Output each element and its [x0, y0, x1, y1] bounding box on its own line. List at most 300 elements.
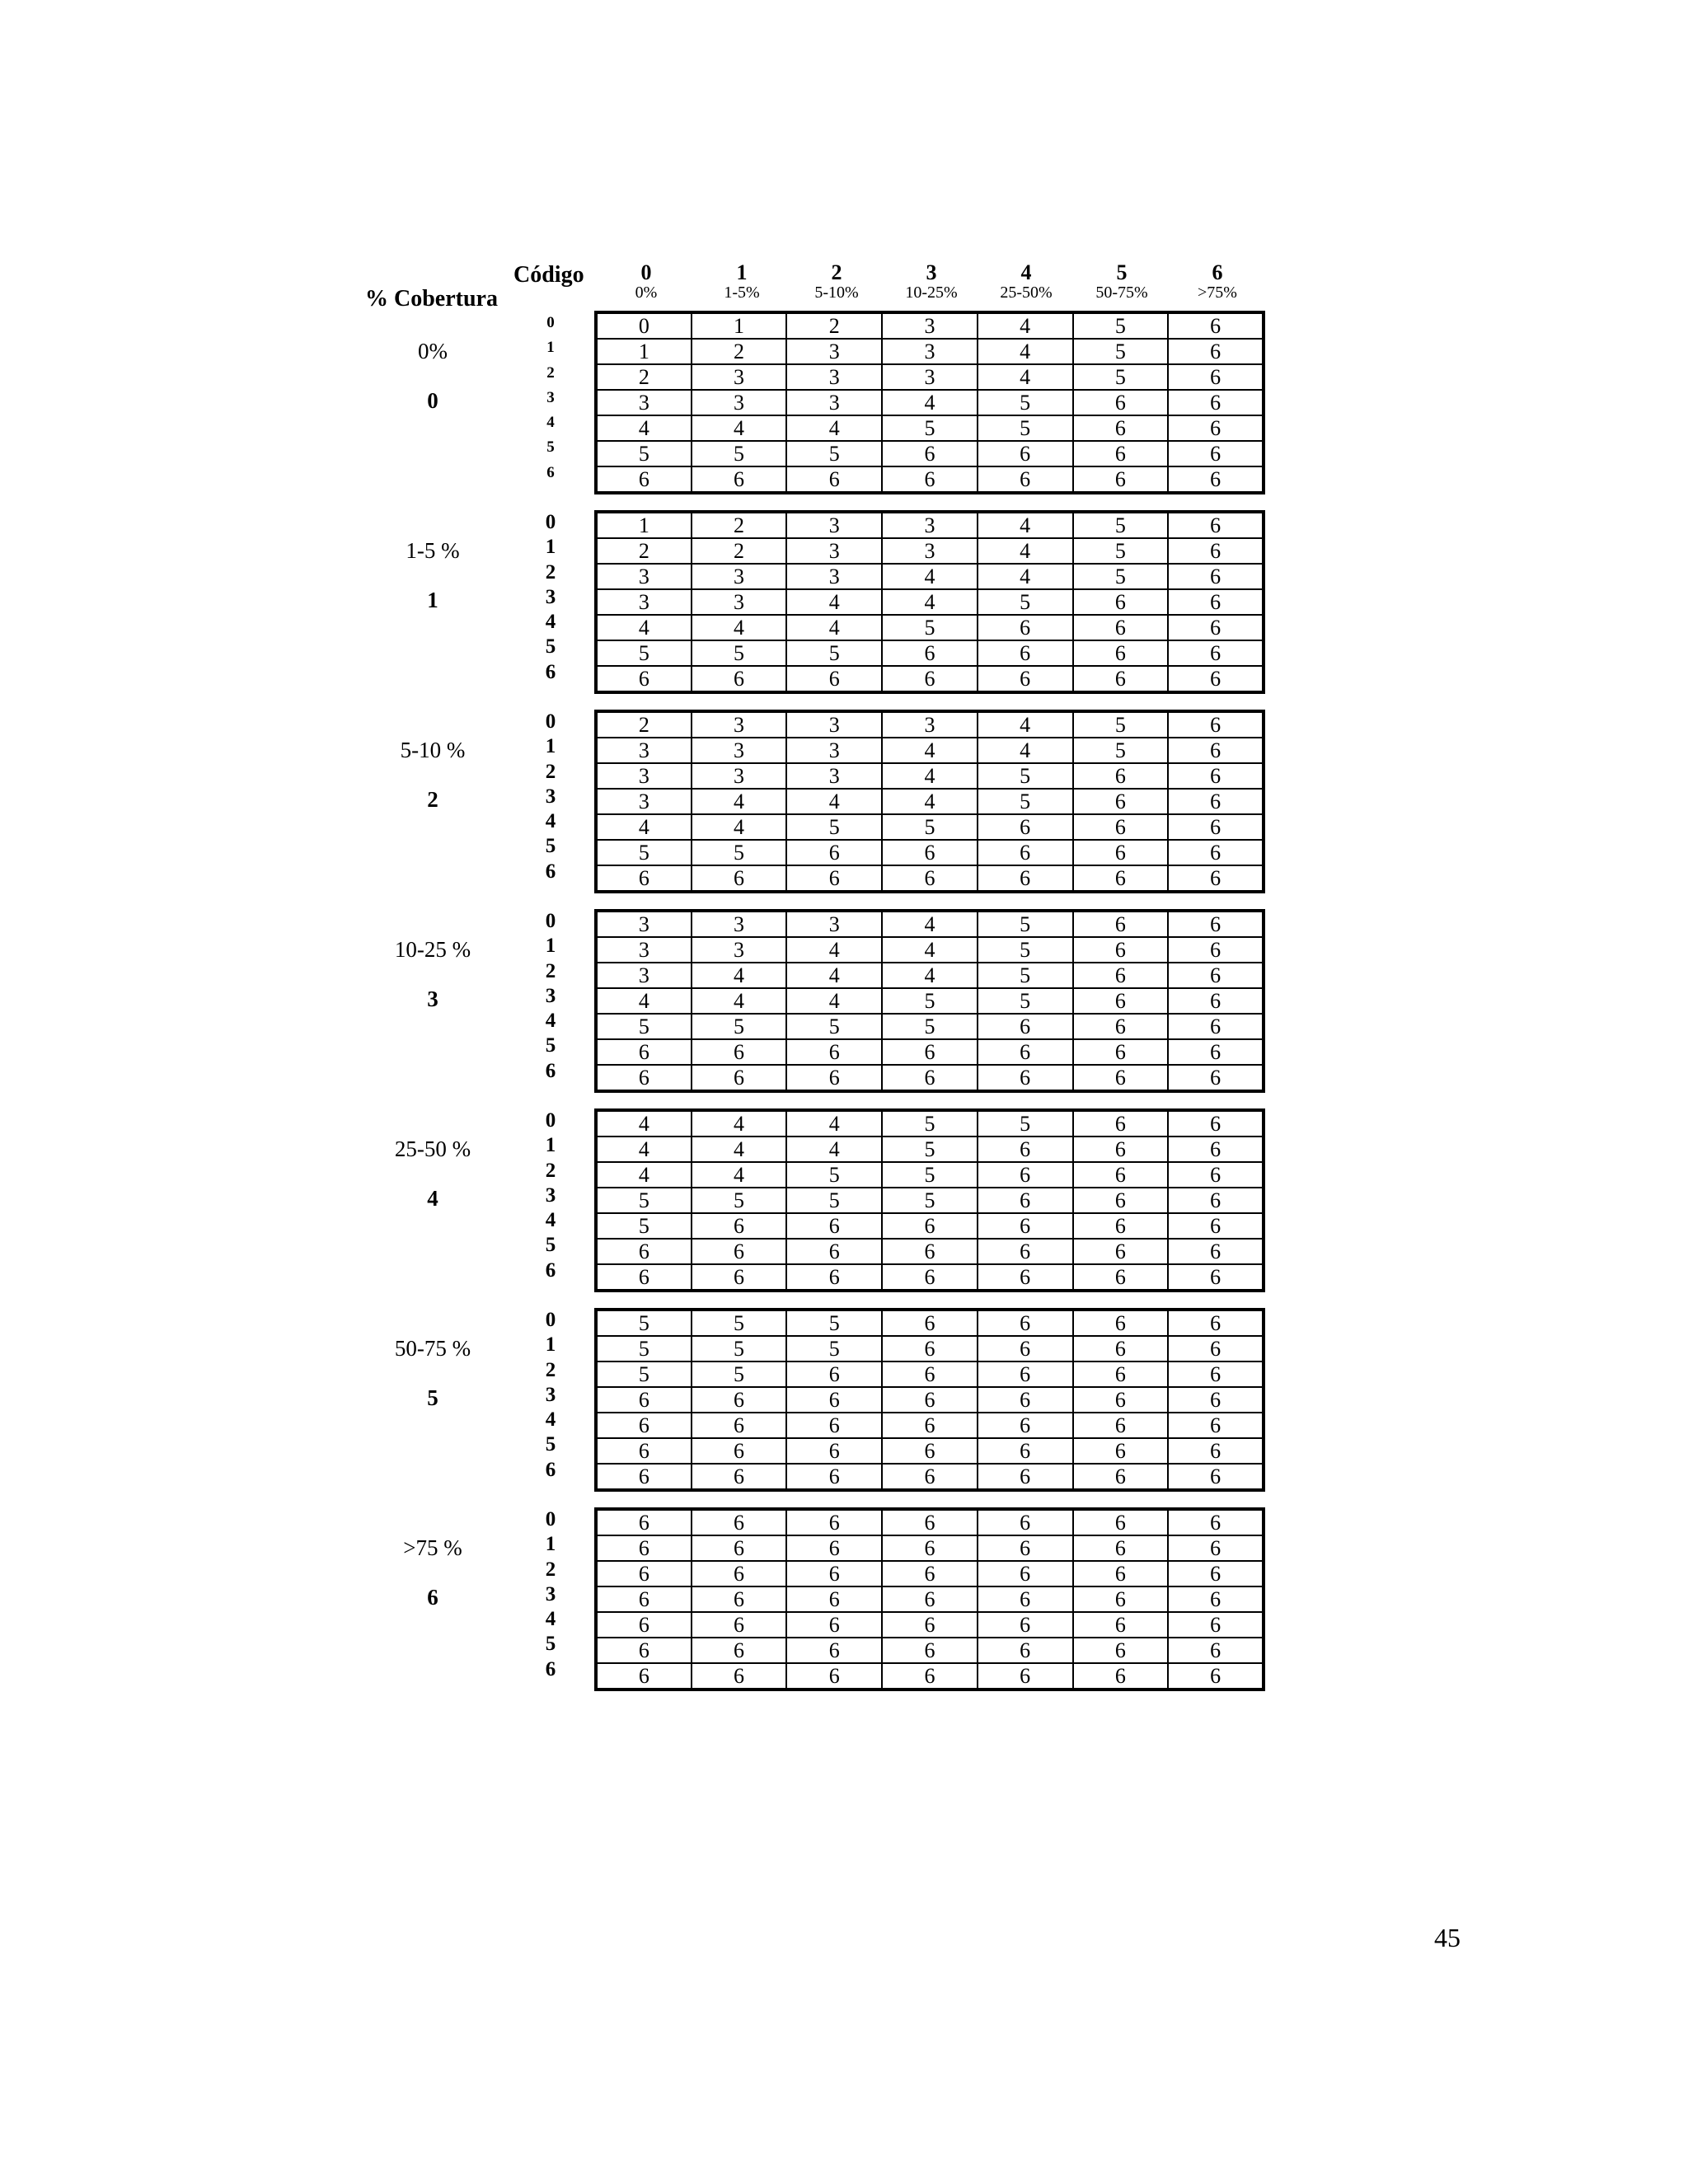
column-range: 25-50%	[1000, 284, 1053, 302]
column-range: 10-25%	[905, 284, 958, 302]
row-code: 3	[545, 785, 556, 808]
table-cell: 2	[692, 538, 787, 564]
table-cell: 6	[1073, 1162, 1169, 1188]
table-cell: 5	[786, 814, 882, 840]
table-cell: 6	[1168, 763, 1264, 789]
row-code-labels	[536, 1108, 565, 1283]
table-cell: 6	[1168, 312, 1264, 339]
table-cell: 6	[692, 466, 787, 493]
table-cell: 6	[1073, 814, 1169, 840]
table-row	[596, 615, 1264, 640]
table-cell: 6	[1168, 512, 1264, 538]
table-cell: 5	[596, 1188, 692, 1213]
table-cell: 6	[1168, 589, 1264, 615]
table-cell: 4	[882, 937, 978, 963]
row-code: 0	[545, 710, 556, 733]
table-cell: 6	[978, 1336, 1073, 1361]
table-cell: 5	[786, 1014, 882, 1039]
table-row	[596, 840, 1264, 865]
table-cell: 5	[978, 415, 1073, 441]
row-code: 2	[545, 1558, 556, 1581]
column-header-1	[694, 262, 790, 301]
row-code: 0	[545, 1109, 556, 1132]
table-cell: 6	[1168, 640, 1264, 666]
table-cell: 6	[692, 1638, 787, 1663]
table-cell: 6	[1073, 865, 1169, 892]
table-cell: 6	[1168, 1188, 1264, 1213]
table-cell: 5	[1073, 738, 1169, 763]
table-row	[596, 1663, 1264, 1690]
table-cell: 6	[978, 1612, 1073, 1638]
table-cell: 6	[1073, 615, 1169, 640]
row-code-labels	[536, 909, 565, 1084]
table-cell: 4	[978, 312, 1073, 339]
table-cell: 6	[1073, 1188, 1169, 1213]
table-row	[596, 1509, 1264, 1535]
table-cell: 5	[692, 640, 787, 666]
table-cell: 5	[596, 640, 692, 666]
table-row	[596, 1014, 1264, 1039]
table-cell: 6	[692, 666, 787, 692]
table-cell: 6	[1168, 390, 1264, 415]
table-cell: 6	[1073, 415, 1169, 441]
table-cell: 4	[692, 789, 787, 814]
group-code-label: 3	[427, 987, 438, 1011]
table-row	[596, 1162, 1264, 1188]
table-cell: 5	[596, 1336, 692, 1361]
table-cell: 4	[786, 589, 882, 615]
row-code: 4	[546, 414, 555, 432]
column-code: 1	[736, 260, 748, 284]
table-row	[596, 512, 1264, 538]
group-code-label: 6	[427, 1585, 438, 1610]
table-cell: 6	[692, 1438, 787, 1464]
column-code: 3	[926, 260, 937, 284]
table-cell: 5	[1073, 339, 1169, 364]
table-row	[596, 1213, 1264, 1239]
table-cell: 6	[786, 1464, 882, 1490]
table-cell: 3	[882, 512, 978, 538]
table-cell: 6	[978, 640, 1073, 666]
table-cell: 6	[1073, 1110, 1169, 1137]
group-percent-label: 0%	[418, 339, 448, 363]
row-code: 4	[545, 1408, 556, 1432]
table-cell: 6	[1168, 1612, 1264, 1638]
table-cell: 3	[692, 564, 787, 589]
table-row	[596, 1438, 1264, 1464]
table-cell: 6	[596, 1535, 692, 1561]
group-code-label: 2	[427, 787, 438, 812]
table-cell: 6	[1073, 840, 1169, 865]
table-row	[596, 339, 1264, 364]
table-cell: 6	[1073, 589, 1169, 615]
table-cell: 6	[978, 1561, 1073, 1586]
table-row	[596, 1264, 1264, 1291]
table-cell: 3	[692, 390, 787, 415]
table-cell: 4	[882, 963, 978, 988]
table-cell: 6	[1168, 1438, 1264, 1464]
table-row	[596, 1039, 1264, 1065]
codigo-header: Código	[513, 262, 584, 288]
row-code: 6	[546, 463, 555, 481]
table-cell: 6	[786, 1213, 882, 1239]
table-cell: 6	[692, 1612, 787, 1638]
table-cell: 5	[786, 1188, 882, 1213]
table-cell: 3	[786, 711, 882, 738]
table-cell: 6	[1168, 937, 1264, 963]
lookup-grid	[594, 1108, 1265, 1292]
table-cell: 5	[882, 415, 978, 441]
table-row	[596, 763, 1264, 789]
group-block	[0, 1108, 1688, 1288]
table-cell: 6	[692, 1509, 787, 1535]
table-cell: 6	[1168, 538, 1264, 564]
row-code: 4	[545, 810, 556, 833]
table-cell: 4	[978, 512, 1073, 538]
group-block	[0, 710, 1688, 889]
table-cell: 6	[882, 1464, 978, 1490]
table-cell: 3	[882, 711, 978, 738]
row-code: 1	[545, 1134, 556, 1157]
table-cell: 6	[1073, 1039, 1169, 1065]
table-cell: 6	[1168, 1039, 1264, 1065]
table-cell: 6	[786, 466, 882, 493]
table-cell: 6	[1073, 390, 1169, 415]
table-cell: 5	[786, 1162, 882, 1188]
table-cell: 6	[1168, 1413, 1264, 1438]
row-code-labels	[536, 710, 565, 884]
table-cell: 6	[978, 1464, 1073, 1490]
table-cell: 6	[1168, 1509, 1264, 1535]
table-cell: 6	[1073, 666, 1169, 692]
table-cell: 0	[596, 312, 692, 339]
row-code: 4	[545, 611, 556, 634]
table-row	[596, 1561, 1264, 1586]
table-cell: 6	[786, 1638, 882, 1663]
table-cell: 6	[692, 1387, 787, 1413]
table-cell: 4	[692, 963, 787, 988]
table-cell: 6	[1073, 1137, 1169, 1162]
table-cell: 6	[1168, 1239, 1264, 1264]
table-cell: 6	[596, 1561, 692, 1586]
table-cell: 6	[1073, 1663, 1169, 1690]
table-cell: 6	[1168, 1336, 1264, 1361]
group-percent-label: 50-75 %	[394, 1336, 471, 1361]
table-cell: 4	[786, 789, 882, 814]
table-cell: 3	[786, 911, 882, 937]
table-cell: 3	[786, 390, 882, 415]
table-cell: 4	[692, 415, 787, 441]
table-cell: 6	[1168, 711, 1264, 738]
table-cell: 6	[1168, 1361, 1264, 1387]
column-range: 1-5%	[724, 284, 760, 302]
row-code-labels	[536, 1507, 565, 1682]
table-row	[596, 1413, 1264, 1438]
table-cell: 6	[1073, 1464, 1169, 1490]
table-row	[596, 1188, 1264, 1213]
table-cell: 6	[882, 1561, 978, 1586]
table-cell: 6	[978, 1065, 1073, 1091]
table-cell: 5	[596, 1014, 692, 1039]
table-row	[596, 666, 1264, 692]
table-cell: 3	[692, 937, 787, 963]
table-cell: 3	[692, 911, 787, 937]
table-cell: 3	[882, 312, 978, 339]
group-block	[0, 311, 1688, 490]
lookup-grid	[594, 710, 1265, 893]
table-row	[596, 1586, 1264, 1612]
table-row	[596, 937, 1264, 963]
table-cell: 6	[1073, 1586, 1169, 1612]
table-cell: 6	[1168, 1638, 1264, 1663]
table-cell: 6	[1073, 1509, 1169, 1535]
table-cell: 5	[882, 615, 978, 640]
table-row	[596, 1361, 1264, 1387]
table-cell: 5	[596, 840, 692, 865]
table-cell: 3	[882, 538, 978, 564]
table-cell: 6	[882, 640, 978, 666]
table-cell: 6	[596, 1039, 692, 1065]
row-code-labels	[536, 311, 565, 485]
group-percent-label: 1-5 %	[406, 538, 460, 563]
table-cell: 5	[596, 1213, 692, 1239]
table-cell: 6	[882, 1336, 978, 1361]
row-code: 6	[545, 1258, 556, 1282]
row-code: 0	[545, 511, 556, 533]
column-header-2	[789, 262, 884, 301]
table-cell: 5	[978, 988, 1073, 1014]
table-cell: 6	[882, 1413, 978, 1438]
table-cell: 6	[1168, 963, 1264, 988]
table-cell: 6	[978, 1586, 1073, 1612]
column-header-3	[884, 262, 979, 301]
table-cell: 5	[1073, 538, 1169, 564]
table-cell: 5	[786, 1310, 882, 1336]
table-cell: 4	[596, 988, 692, 1014]
table-cell: 6	[882, 1239, 978, 1264]
row-code: 5	[545, 635, 556, 658]
table-cell: 6	[1168, 364, 1264, 390]
row-code: 0	[545, 1309, 556, 1331]
table-cell: 6	[978, 814, 1073, 840]
column-code: 4	[1020, 260, 1032, 284]
group-block	[0, 1308, 1688, 1488]
table-cell: 6	[882, 1213, 978, 1239]
table-cell: 4	[692, 988, 787, 1014]
table-cell: 5	[692, 840, 787, 865]
row-code: 2	[545, 1358, 556, 1381]
column-code: 2	[831, 260, 842, 284]
table-cell: 6	[978, 1137, 1073, 1162]
table-cell: 3	[596, 589, 692, 615]
table-cell: 4	[596, 814, 692, 840]
table-cell: 6	[1073, 1612, 1169, 1638]
table-cell: 5	[882, 988, 978, 1014]
table-cell: 4	[882, 789, 978, 814]
lookup-grid	[594, 909, 1265, 1093]
table-row	[596, 364, 1264, 390]
table-cell: 6	[978, 1535, 1073, 1561]
table-cell: 6	[1073, 1239, 1169, 1264]
table-cell: 6	[882, 466, 978, 493]
table-row	[596, 1065, 1264, 1091]
table-cell: 6	[1073, 1561, 1169, 1586]
table-cell: 4	[692, 1162, 787, 1188]
table-cell: 6	[786, 1438, 882, 1464]
table-cell: 3	[882, 339, 978, 364]
table-row	[596, 441, 1264, 466]
row-code: 6	[545, 1059, 556, 1082]
table-cell: 6	[1168, 615, 1264, 640]
table-row	[596, 988, 1264, 1014]
column-header-0	[598, 262, 694, 301]
table-cell: 3	[692, 763, 787, 789]
table-cell: 4	[596, 415, 692, 441]
table-cell: 6	[1168, 1137, 1264, 1162]
table-cell: 6	[1168, 1535, 1264, 1561]
table-cell: 6	[1168, 339, 1264, 364]
table-cell: 5	[882, 1188, 978, 1213]
table-cell: 5	[786, 441, 882, 466]
table-cell: 6	[978, 1663, 1073, 1690]
cobertura-header: % Cobertura	[365, 286, 498, 312]
table-cell: 5	[1073, 312, 1169, 339]
table-row	[596, 865, 1264, 892]
table-cell: 5	[882, 1137, 978, 1162]
table-cell: 6	[1168, 441, 1264, 466]
table-cell: 5	[786, 640, 882, 666]
table-cell: 6	[692, 1039, 787, 1065]
row-code-labels	[536, 510, 565, 685]
group-block	[0, 510, 1688, 690]
table-cell: 6	[978, 1188, 1073, 1213]
table-row	[596, 789, 1264, 814]
table-cell: 6	[1073, 1413, 1169, 1438]
table-row	[596, 1387, 1264, 1413]
row-code: 5	[545, 1433, 556, 1456]
table-cell: 6	[596, 1612, 692, 1638]
table-cell: 5	[1073, 512, 1169, 538]
column-code: 5	[1116, 260, 1128, 284]
row-code: 2	[545, 959, 556, 982]
table-cell: 2	[692, 339, 787, 364]
table-cell: 6	[596, 666, 692, 692]
table-row	[596, 564, 1264, 589]
table-cell: 6	[978, 1361, 1073, 1387]
table-cell: 6	[1168, 1162, 1264, 1188]
table-cell: 6	[1073, 1065, 1169, 1091]
table-cell: 5	[1073, 564, 1169, 589]
row-code: 2	[546, 363, 555, 382]
table-cell: 4	[596, 1162, 692, 1188]
row-code: 2	[545, 560, 556, 583]
table-cell: 5	[1073, 711, 1169, 738]
table-cell: 6	[596, 466, 692, 493]
table-cell: 6	[978, 1438, 1073, 1464]
table-cell: 6	[786, 1039, 882, 1065]
table-row	[596, 589, 1264, 615]
table-cell: 4	[978, 364, 1073, 390]
table-cell: 6	[882, 865, 978, 892]
table-row	[596, 1464, 1264, 1490]
table-row	[596, 390, 1264, 415]
table-cell: 5	[786, 1336, 882, 1361]
row-code-labels	[536, 1308, 565, 1483]
table-cell: 5	[978, 763, 1073, 789]
table-cell: 2	[786, 312, 882, 339]
table-cell: 6	[692, 1264, 787, 1291]
table-cell: 6	[1168, 789, 1264, 814]
table-cell: 4	[786, 415, 882, 441]
table-cell: 6	[692, 1413, 787, 1438]
table-cell: 3	[786, 538, 882, 564]
table-row	[596, 1110, 1264, 1137]
table-cell: 6	[1168, 1561, 1264, 1586]
table-cell: 5	[978, 963, 1073, 988]
table-cell: 6	[786, 1264, 882, 1291]
table-cell: 6	[882, 840, 978, 865]
table-row	[596, 738, 1264, 763]
table-cell: 4	[596, 1137, 692, 1162]
lookup-grid	[594, 1507, 1265, 1691]
table-cell: 6	[1073, 466, 1169, 493]
table-cell: 6	[596, 1065, 692, 1091]
table-cell: 6	[1168, 1110, 1264, 1137]
row-code: 0	[546, 314, 555, 331]
table-cell: 3	[786, 564, 882, 589]
table-cell: 5	[692, 1014, 787, 1039]
lookup-grid	[594, 510, 1265, 694]
table-cell: 6	[692, 1065, 787, 1091]
table-cell: 5	[596, 441, 692, 466]
table-cell: 4	[882, 911, 978, 937]
table-cell: 6	[786, 1612, 882, 1638]
table-cell: 4	[978, 339, 1073, 364]
table-cell: 3	[596, 738, 692, 763]
row-code: 6	[545, 1657, 556, 1680]
table-cell: 6	[596, 1638, 692, 1663]
column-header-5	[1074, 262, 1170, 301]
table-cell: 4	[596, 1110, 692, 1137]
group-block	[0, 1507, 1688, 1687]
table-cell: 3	[596, 911, 692, 937]
table-cell: 5	[882, 1110, 978, 1137]
table-cell: 6	[978, 1239, 1073, 1264]
table-cell: 3	[692, 589, 787, 615]
table-cell: 4	[978, 738, 1073, 763]
table-cell: 6	[1073, 1438, 1169, 1464]
group-code-label: 4	[427, 1186, 438, 1211]
table-cell: 6	[1168, 564, 1264, 589]
row-code: 6	[545, 860, 556, 883]
table-cell: 3	[786, 763, 882, 789]
table-cell: 6	[692, 1663, 787, 1690]
table-cell: 6	[882, 1535, 978, 1561]
table-cell: 6	[882, 1586, 978, 1612]
table-cell: 2	[596, 711, 692, 738]
table-cell: 6	[596, 1413, 692, 1438]
table-row	[596, 466, 1264, 493]
table-cell: 5	[692, 1336, 787, 1361]
group-block	[0, 909, 1688, 1089]
table-cell: 5	[882, 1162, 978, 1188]
table-cell: 6	[1168, 1213, 1264, 1239]
table-cell: 6	[1168, 840, 1264, 865]
table-cell: 5	[882, 814, 978, 840]
row-code: 1	[545, 536, 556, 559]
row-code: 3	[545, 1582, 556, 1605]
table-cell: 6	[978, 1264, 1073, 1291]
